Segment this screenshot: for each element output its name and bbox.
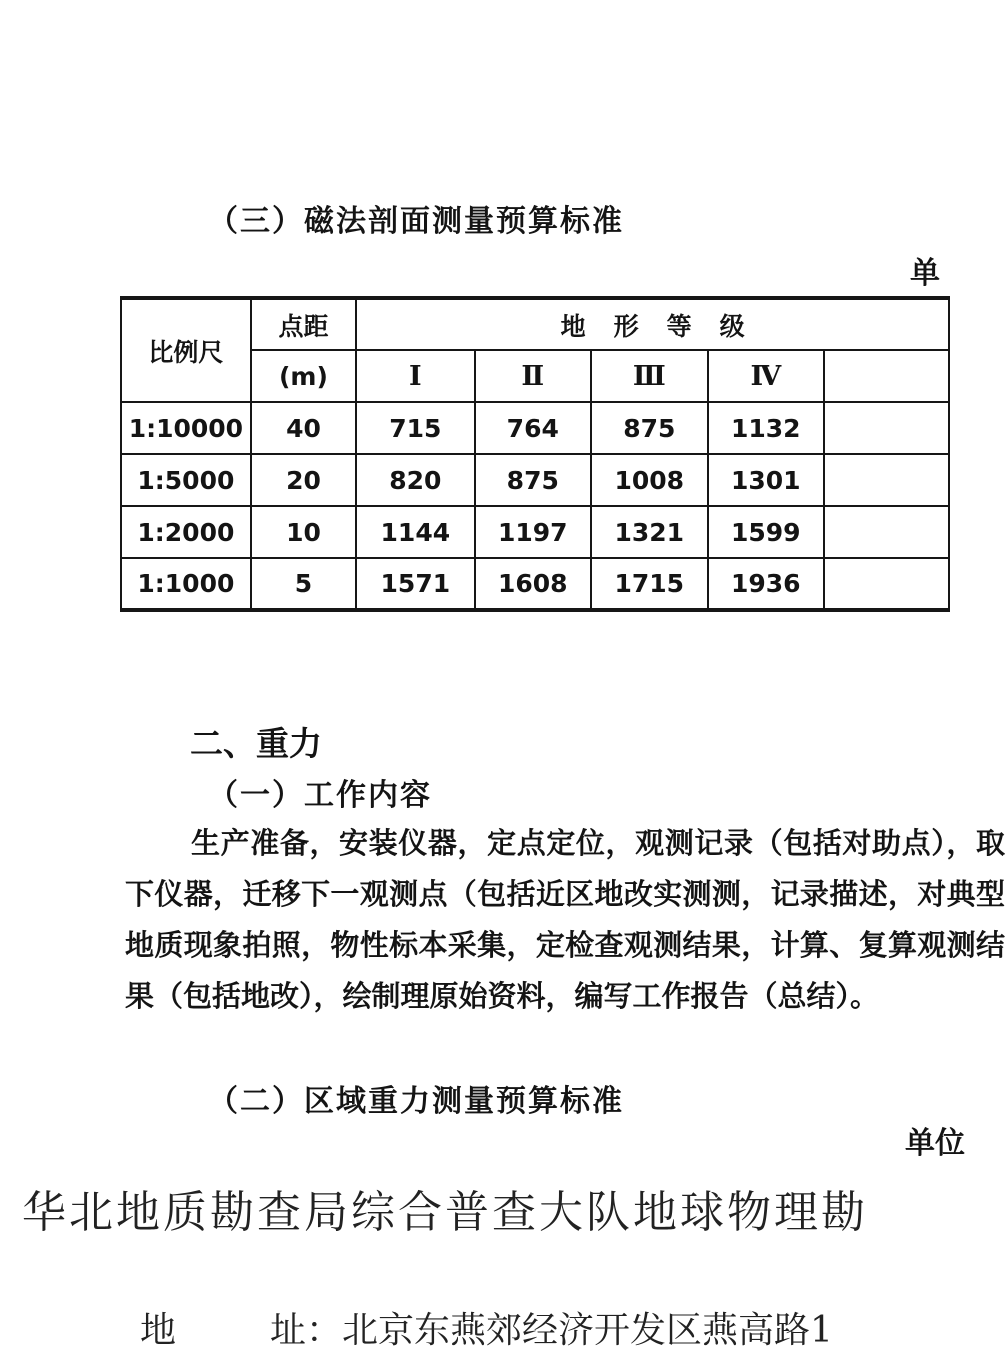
footer-address — [140, 1302, 833, 1353]
cell-value: 1321 — [591, 506, 708, 558]
cell-value: 1608 — [475, 558, 592, 610]
terrain-level: Ⅰ — [356, 350, 474, 402]
cell-value: 1132 — [708, 402, 825, 454]
terrain-level: Ⅲ — [591, 350, 708, 402]
gravity-unit-label: 单位 — [905, 1126, 965, 1161]
table-row — [121, 454, 949, 506]
terrain-level: Ⅱ — [475, 350, 592, 402]
cell-value: 1144 — [356, 506, 474, 558]
cell-value: 764 — [475, 402, 592, 454]
cell-cut — [824, 402, 949, 454]
cell-cut — [824, 454, 949, 506]
terrain-level: Ⅳ — [708, 350, 825, 402]
address-value: 北京东燕郊经济开发区燕高路1 — [342, 1310, 833, 1351]
cell-value: 1599 — [708, 506, 825, 558]
magnetic-unit-label: 单 — [910, 256, 940, 291]
work-content-paragraph: 生产准备，安装仪器，定点定位，观测记录（包括对助点），取下仪器，迁移下一观测点（包括近区地改实测测，记录描述，对典型地质现象拍照，物性标本采集，定检查观测结果，计算、复算观测结果（包括地改），绘制理原始资料，编写工作报告（总结）。 — [125, 826, 1005, 1013]
cell-spacing: 40 — [251, 402, 356, 454]
address-label-char: 地 — [140, 1310, 177, 1351]
footer-organization: 华北地质勘查局综合普查大队地球物理勘 — [22, 1187, 868, 1238]
cell-value: 1936 — [708, 558, 825, 610]
cell-cut — [824, 558, 949, 610]
cell-value: 1197 — [475, 506, 592, 558]
table-row — [121, 402, 949, 454]
cell-spacing: 10 — [251, 506, 356, 558]
cell-value: 1008 — [591, 454, 708, 506]
cell-value: 715 — [356, 402, 474, 454]
table-row — [121, 558, 949, 610]
header-terrain: 地形等级 — [356, 298, 949, 350]
cell-spacing: 20 — [251, 454, 356, 506]
cell-scale: 1:2000 — [121, 506, 251, 558]
gravity-heading: 二、重力 — [190, 724, 322, 763]
cell-value: 1715 — [591, 558, 708, 610]
cell-value: 875 — [475, 454, 592, 506]
address-label: 址： — [270, 1310, 343, 1351]
header-spacing: 点距 — [251, 298, 356, 350]
cell-scale: 1:1000 — [121, 558, 251, 610]
work-content-heading: （一）工作内容 — [208, 778, 432, 813]
cell-value: 820 — [356, 454, 474, 506]
header-scale: 比例尺 — [121, 298, 251, 402]
cell-cut — [824, 506, 949, 558]
table-row — [121, 506, 949, 558]
cell-value: 1571 — [356, 558, 474, 610]
header-spacing-unit: (m) — [251, 350, 356, 402]
cell-value: 875 — [591, 402, 708, 454]
magnetic-section-title: （三）磁法剖面测量预算标准 — [208, 204, 624, 239]
cell-spacing: 5 — [251, 558, 356, 610]
regional-gravity-heading: （二）区域重力测量预算标准 — [208, 1084, 624, 1119]
cell-value: 1301 — [708, 454, 825, 506]
cell-scale: 1:5000 — [121, 454, 251, 506]
magnetic-budget-table — [120, 296, 950, 612]
cell-scale: 1:10000 — [121, 402, 251, 454]
terrain-level-cut — [824, 350, 949, 402]
